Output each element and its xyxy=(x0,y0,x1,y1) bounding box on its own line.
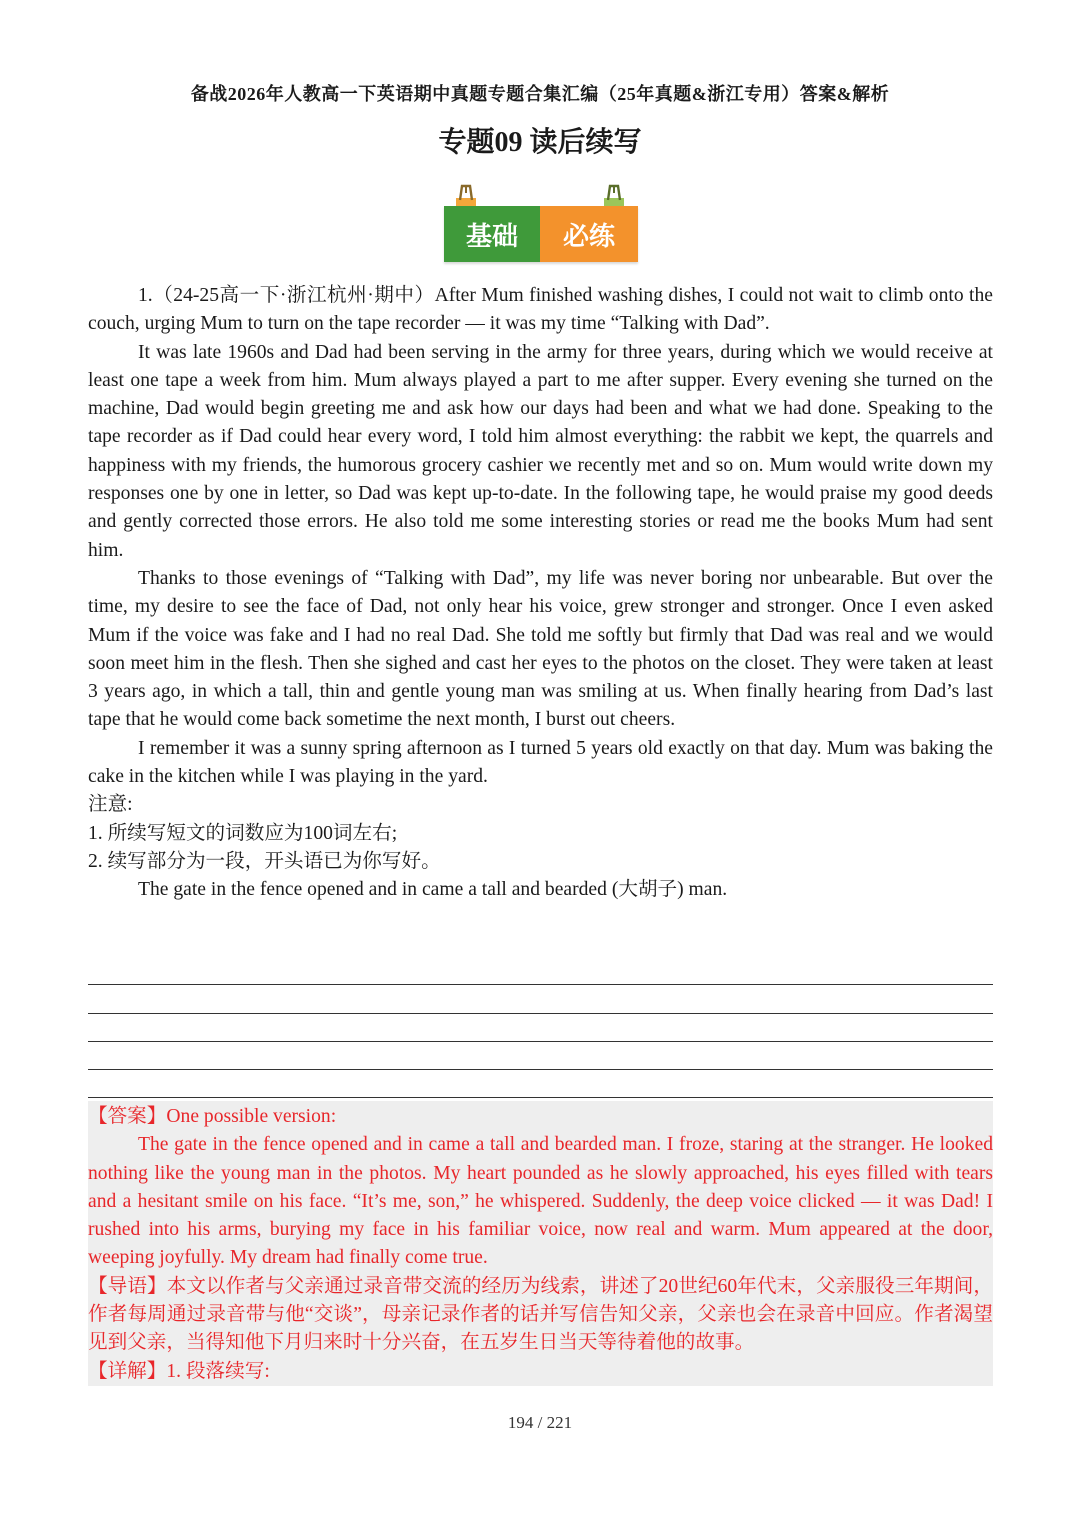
question-body xyxy=(88,282,993,905)
answer-intro: One possible version: xyxy=(166,1106,337,1127)
writing-line xyxy=(88,1014,993,1042)
writing-line xyxy=(88,985,993,1013)
answer-section xyxy=(88,1101,993,1386)
question-paragraph: Thanks to those evenings of “Talking with Dad”, my life was never boring nor unbearable. But over the time, my desire to see the face of Dad, not only hear his voice, grew stronger and stronger. Once I even asked Mum if the voice was fake and I had no real Dad. She told me softly but firmly that Dad was real and we would soon meet him in the flesh. Then she sighed and cast her eyes to the photos on the closet. They were taken at least 3 years ago, in which a tall, thin and gentle young man was smiling at us. When finally hearing from Dad’s last tape that he would come back sometime the next month, I burst out cheers. xyxy=(88,567,993,731)
section-badge xyxy=(444,184,638,262)
guide-text: 本文以作者与父亲通过录音带交流的经历为线索，讲述了20世纪60年代末，父亲服役三年期间，作者每周通过录音带与他“交谈”，母亲记录作者的话并写信告知父亲，父亲也会在录音中回应。作者渴望见到父亲，当得知他下月归来时十分兴奋，在五岁生日当天等待着他的故事。 xyxy=(88,1275,993,1354)
question-paragraph: It was late 1960s and Dad had been serving in the army for three years, during which we would receive at least one tape a week from him. Mum always played a part to me after supper. Every evening she turned on the machine, Dad would begin greeting me and ask how our days had been and what we had done. Speaking to the tape recorder as if Dad could hear every word, I told him almost everything: the rabbit we kept, the quarrels and happiness with my friends, the humorous grocery cashier we recently met and so on. Mum would write down my responses one by one in letter, so Dad was kept up-to-date. In the following tape, he would praise my good deeds and gently corrected those errors. He also told me some interesting stories or read me the books Mum had sent him. xyxy=(88,341,993,561)
writing-line xyxy=(88,1042,993,1070)
badge-left-text: 基础 xyxy=(444,206,540,262)
detail-label: 【详解】 xyxy=(88,1360,167,1382)
model-essay: The gate in the fence opened and in came a tall and bearded man. I froze, staring at the stranger. He looked nothing like the young man in the photos. My heart pounded as he slowly approached, his eyes filled with tears and a hesitant smile on his face. “It’s me, son,” he whispered. Suddenly, the deep voice clicked — it was Dad! I rushed into his arms, burying my face in his familiar voice, now real and warm. Mum appeared at the door, weeping joyfully. My dream had finally come true. xyxy=(88,1134,993,1269)
page-number: 194 / 221 xyxy=(507,1413,573,1432)
note-item: 2. 续写部分为一段，开头语已为你写好。 xyxy=(88,850,441,872)
note-label: 注意: xyxy=(88,794,133,816)
detail-text: 1. 段落续写: xyxy=(166,1360,270,1382)
continuation-prompt: The gate in the fence opened and in came a tall and bearded (大胡子) man. xyxy=(138,879,728,901)
note-item: 1. 所续写短文的词数应为100词左右; xyxy=(88,822,398,844)
answer-label: 【答案】 xyxy=(88,1106,167,1127)
topic-title: 专题09 读后续写 xyxy=(438,127,642,158)
question-paragraph: 1.（24-25高一下·浙江杭州·期中）After Mum finished washing dishes, I could not wait to climb onto the couch, urging Mum to turn on the tape recorder — it was my time “Talking with Dad”. xyxy=(88,285,993,335)
writing-line xyxy=(88,957,993,985)
question-paragraph: I remember it was a sunny spring afternoon as I turned 5 years old exactly on that day. Mum was baking the cake in the kitchen while I was playing in the yard. xyxy=(88,737,993,788)
series-header: 备战2026年人教高一下英语期中真题专题合集汇编（25年真题&浙江专用）答案&解析 xyxy=(190,84,890,104)
badge-right-text: 必练 xyxy=(540,206,638,262)
guide-label: 【导语】 xyxy=(88,1275,167,1297)
writing-line xyxy=(88,1070,993,1098)
